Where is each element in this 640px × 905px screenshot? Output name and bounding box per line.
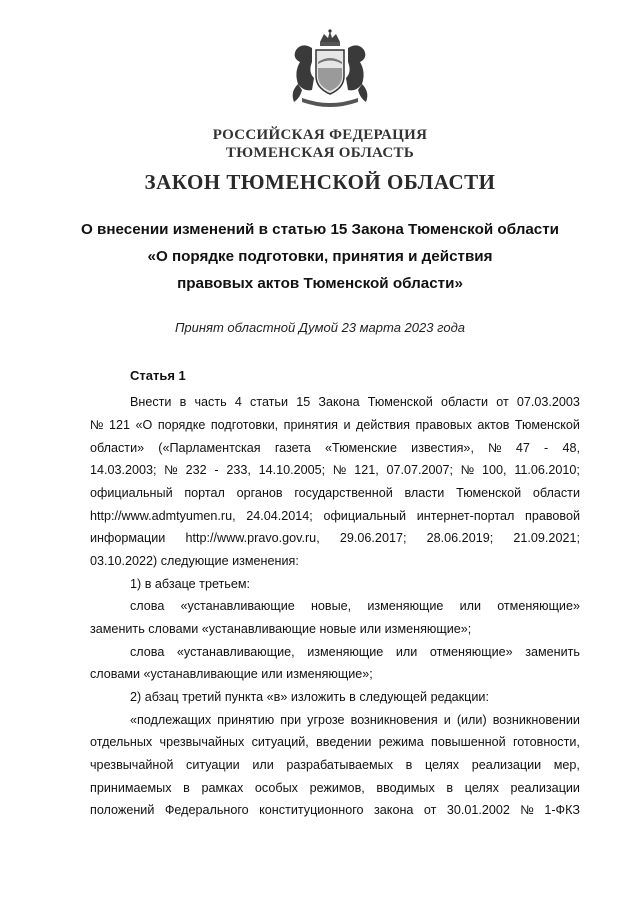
law-heading: ЗАКОН ТЮМЕНСКОЙ ОБЛАСТИ <box>144 170 496 194</box>
body-line: Внести в часть 4 статьи 15 Закона Тюменской области от 07.03.2003 <box>130 395 580 409</box>
region-heading: ТЮМЕНСКАЯ ОБЛАСТЬ <box>225 145 415 161</box>
body-line: 03.10.2022) следующие изменения: <box>90 554 299 568</box>
body-line: 14.03.2003; № 232 - 233, 14.10.2005; № 121, 07.07.2007; № 100, 11.06.2010; <box>90 463 580 477</box>
body-line: чрезвычайной ситуации или разрабатываемых в целях реализации мер, <box>90 758 580 772</box>
country-heading: РОССИЙСКАЯ ФЕДЕРАЦИЯ <box>212 127 428 143</box>
tyumen-region-coat-of-arms-icon <box>282 28 378 112</box>
law-title-line: «О порядке подготовки, принятия и действия <box>147 248 493 265</box>
adoption-date: Принят областной Думой 23 марта 2023 года <box>175 320 465 335</box>
law-title-line: правовых актов Тюменской области» <box>177 275 463 292</box>
body-line: заменить словами «устанавливающие новые или изменяющие»; <box>90 622 472 636</box>
body-line: слова «устанавливающие новые, изменяющие или отменяющие» <box>130 599 580 613</box>
body-line: № 121 «О порядке подготовки, принятия и действия правовых актов Тюменской <box>90 418 580 432</box>
body-line: положений Федерального конституционного закона от 30.01.2002 № 1-ФКЗ <box>90 803 580 817</box>
body-line: официальный портал органов государственной власти Тюменской области <box>90 486 580 500</box>
body-line: информации http://www.pravo.gov.ru, 29.06.2017; 28.06.2019; 21.09.2021; <box>90 531 580 545</box>
law-title-line: О внесении изменений в статью 15 Закона Тюменской области <box>80 221 560 238</box>
article-heading: Статья 1 <box>130 368 186 383</box>
body-line: 2) абзац третий пункта «в» изложить в следующей редакции: <box>130 690 489 704</box>
body-line: 1) в абзаце третьем: <box>130 577 251 591</box>
body-line: принимаемых в рамках особых режимов, вводимых в целях реализации <box>90 781 580 795</box>
body-line: «подлежащих принятию при угрозе возникновения и (или) возникновении <box>130 713 580 727</box>
body-line: http://www.admtyumen.ru, 24.04.2014; официальный интернет-портал правовой <box>90 509 580 523</box>
body-line: области» («Парламентская газета «Тюменские известия», № 47 - 48, <box>90 441 580 455</box>
body-line: слова «устанавливающие, изменяющие или отменяющие» заменить <box>130 645 580 659</box>
body-line: словами «устанавливающие или изменяющие»; <box>90 667 373 681</box>
body-line: отдельных чрезвычайных ситуаций, введении режима повышенной готовности, <box>90 735 580 749</box>
